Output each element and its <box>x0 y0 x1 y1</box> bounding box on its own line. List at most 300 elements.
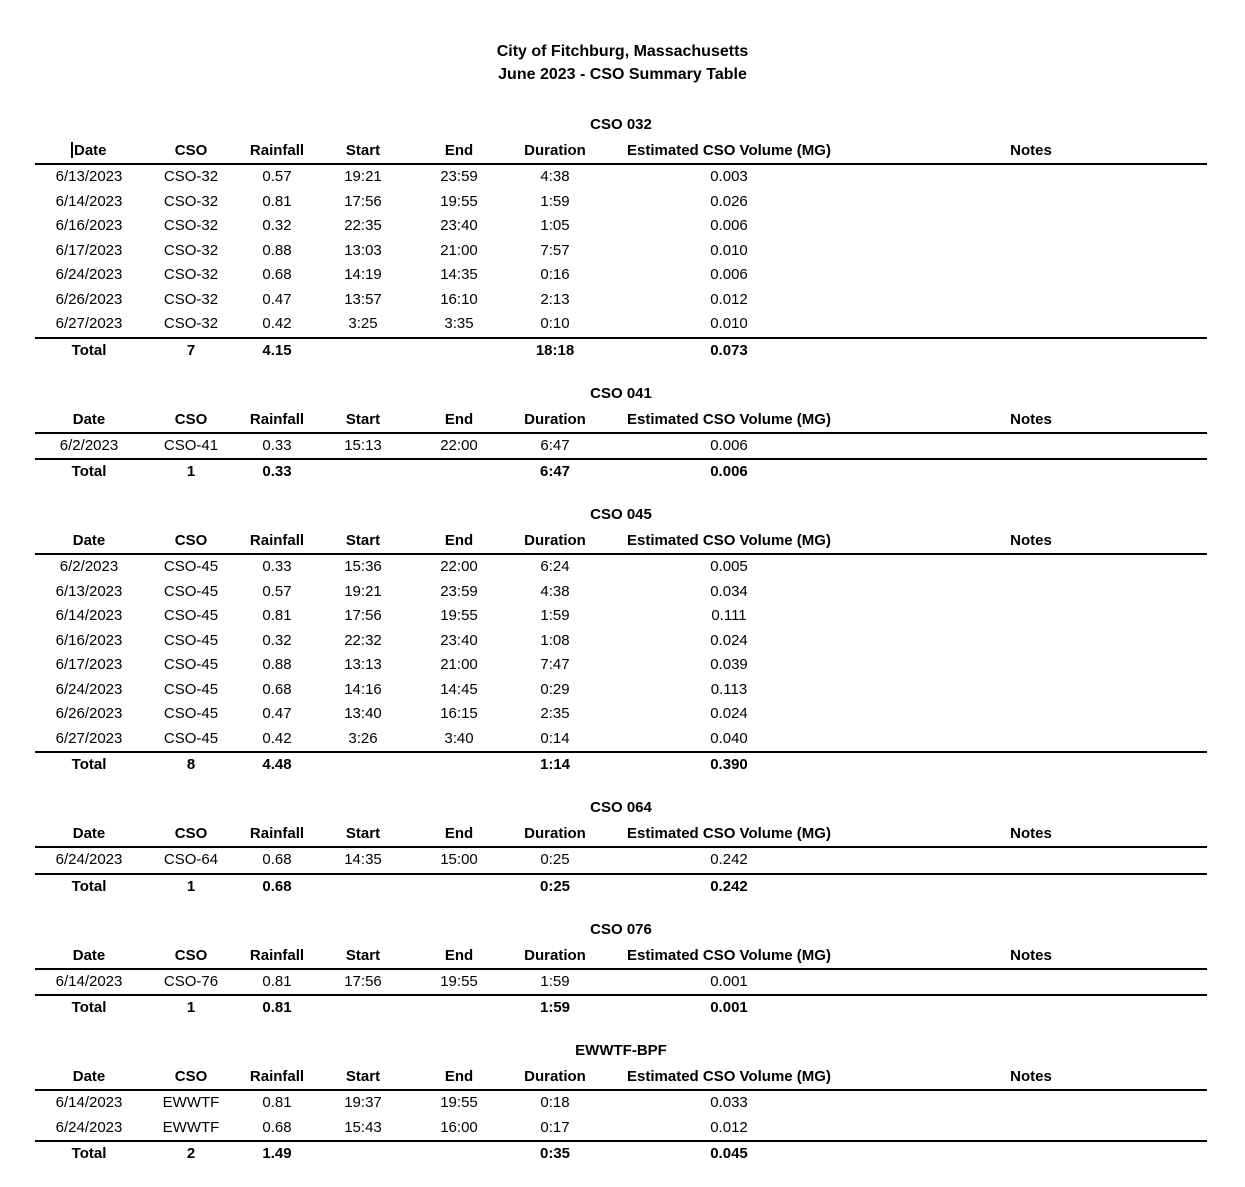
column-header-end <box>411 529 507 554</box>
cell-start: 15:36 <box>344 558 382 575</box>
cell-start: 13:40 <box>344 705 382 722</box>
total-cell-label: Total <box>35 338 143 363</box>
column-header-cso <box>143 1065 239 1090</box>
total-row <box>35 874 1207 899</box>
cell-end: 23:40 <box>440 631 478 649</box>
cell-start: 19:37 <box>344 1094 382 1111</box>
column-header-cso <box>143 139 239 164</box>
column-header-label: Start <box>345 410 381 428</box>
column-header-notes <box>855 1065 1207 1090</box>
column-header-label: Rainfall <box>249 532 305 549</box>
total-cell-label: Total <box>35 752 143 777</box>
cell-cso: CSO-32 <box>163 315 219 332</box>
cell-cso: CSO-41 <box>163 436 219 454</box>
column-header-date <box>35 1065 143 1090</box>
column-header-notes <box>855 139 1207 164</box>
total-cell-volume: 0.045 <box>603 1141 855 1166</box>
cell-volume: 0.006 <box>710 266 748 283</box>
cso-section <box>35 112 1207 363</box>
header-row <box>35 822 1207 847</box>
total-cell-count: 8 <box>143 752 239 777</box>
column-header-label: Estimated CSO Volume (MG) <box>627 142 831 159</box>
cso-table <box>35 944 1207 1021</box>
cell-date: 6/14/2023 <box>55 1094 123 1111</box>
cell-rainfall: 0.57 <box>262 582 292 600</box>
column-header-label: Date <box>72 825 106 842</box>
cell-notes <box>855 629 1207 654</box>
cell-rainfall: 0.42 <box>262 729 292 747</box>
table-row <box>35 969 1207 996</box>
total-cell-volume: 0.006 <box>603 459 855 484</box>
column-header-label: End <box>444 946 474 964</box>
cso-table <box>35 529 1207 777</box>
column-header-end <box>411 822 507 847</box>
cell-duration: 0:29 <box>540 680 570 698</box>
column-header-label: Date <box>72 946 106 964</box>
cell-volume: 0.001 <box>710 972 748 990</box>
column-header-start <box>315 822 411 847</box>
cell-notes <box>855 263 1207 288</box>
cell-rainfall: 0.81 <box>262 192 292 210</box>
total-cell-end <box>411 752 507 777</box>
column-header-label: Date <box>73 142 107 159</box>
column-header-duration <box>507 944 603 969</box>
cell-volume: 0.010 <box>710 315 748 332</box>
cell-duration: 6:24 <box>540 558 570 575</box>
cell-date: 6/14/2023 <box>55 607 123 624</box>
column-header-end <box>411 1065 507 1090</box>
total-cell-duration: 1:59 <box>507 995 603 1020</box>
cell-cso: CSO-76 <box>163 972 219 990</box>
cell-end: 21:00 <box>440 241 478 259</box>
total-cell-duration: 1:14 <box>507 752 603 777</box>
table-row <box>35 604 1207 629</box>
column-header-rainfall <box>239 944 315 969</box>
column-header-duration <box>507 822 603 847</box>
column-header-end <box>411 408 507 433</box>
column-header-volume <box>603 529 855 554</box>
column-header-start <box>315 1065 411 1090</box>
cell-start: 19:21 <box>344 582 382 600</box>
total-cell-notes <box>855 874 1207 899</box>
document-subtitle: June 2023 - CSO Summary Table <box>498 66 747 83</box>
total-cell-duration: 0:35 <box>507 1141 603 1166</box>
column-header-label: CSO <box>174 1068 208 1085</box>
cell-cso: EWWTF <box>162 1118 220 1136</box>
section-title: EWWTF-BPF <box>575 1042 667 1059</box>
column-header-cso <box>143 944 239 969</box>
total-cell-label: Total <box>35 874 143 899</box>
cell-cso: EWWTF <box>162 1094 220 1111</box>
total-row <box>35 1141 1207 1166</box>
cell-cso: CSO-32 <box>163 217 219 234</box>
column-header-label: Notes <box>1010 532 1052 549</box>
cso-section <box>35 1038 1207 1166</box>
cell-notes <box>855 214 1207 239</box>
total-cell-rainfall: 4.15 <box>239 338 315 363</box>
column-header-notes <box>855 529 1207 554</box>
column-header-start <box>315 139 411 164</box>
cell-duration: 7:57 <box>540 241 570 259</box>
column-header-label: Date <box>72 410 106 428</box>
cell-rainfall: 0.33 <box>262 436 292 454</box>
cell-date: 6/26/2023 <box>55 705 123 722</box>
cell-volume: 0.242 <box>710 851 748 868</box>
cell-cso: CSO-45 <box>163 607 219 624</box>
cell-end: 3:40 <box>444 729 474 747</box>
column-header-label: Estimated CSO Volume (MG) <box>627 825 831 842</box>
cell-date: 6/17/2023 <box>55 241 123 259</box>
table-row <box>35 1090 1207 1116</box>
total-cell-notes <box>855 459 1207 484</box>
total-cell-start <box>315 338 411 363</box>
cell-volume: 0.026 <box>710 192 748 210</box>
column-header-label: Estimated CSO Volume (MG) <box>627 946 831 964</box>
cell-date: 6/24/2023 <box>55 1118 123 1136</box>
cell-start: 22:32 <box>344 631 382 649</box>
cell-cso: CSO-45 <box>163 558 219 575</box>
table-row <box>35 190 1207 215</box>
column-header-label: Rainfall <box>249 410 305 428</box>
column-header-label: CSO <box>174 532 208 549</box>
total-cell-rainfall: 0.68 <box>239 874 315 899</box>
column-header-label: CSO <box>174 410 208 428</box>
total-cell-duration: 0:25 <box>507 874 603 899</box>
cell-end: 23:59 <box>440 168 478 185</box>
table-row <box>35 580 1207 605</box>
cell-date: 6/2/2023 <box>59 558 119 575</box>
cell-notes <box>855 1090 1207 1116</box>
table-row <box>35 288 1207 313</box>
cell-date: 6/24/2023 <box>55 680 123 698</box>
table-row <box>35 1116 1207 1142</box>
cell-duration: 0:10 <box>540 315 570 332</box>
cell-notes <box>855 239 1207 264</box>
column-header-end <box>411 944 507 969</box>
column-header-duration <box>507 408 603 433</box>
cell-rainfall: 0.32 <box>262 631 292 649</box>
cell-date: 6/14/2023 <box>55 972 123 990</box>
total-row <box>35 459 1207 484</box>
cell-notes <box>855 433 1207 460</box>
cell-volume: 0.111 <box>711 607 747 624</box>
column-header-rainfall <box>239 1065 315 1090</box>
column-header-label: Rainfall <box>249 142 305 159</box>
column-header-volume <box>603 822 855 847</box>
cell-rainfall: 0.81 <box>262 972 292 990</box>
cell-rainfall: 0.81 <box>262 607 292 624</box>
column-header-label: Notes <box>1010 142 1052 159</box>
cell-end: 16:10 <box>440 290 478 308</box>
column-header-start <box>315 944 411 969</box>
cell-duration: 6:47 <box>540 436 570 454</box>
column-header-label: Start <box>345 532 381 549</box>
table-row <box>35 702 1207 727</box>
cell-cso: CSO-45 <box>163 582 219 600</box>
total-cell-start <box>315 752 411 777</box>
total-row <box>35 995 1207 1020</box>
cell-end: 22:00 <box>440 558 478 575</box>
cell-start: 17:56 <box>344 192 382 210</box>
cell-start: 15:13 <box>344 436 382 454</box>
column-header-label: End <box>444 532 474 549</box>
cell-duration: 0:16 <box>540 266 570 283</box>
total-cell-start <box>315 874 411 899</box>
cell-cso: CSO-45 <box>163 729 219 747</box>
column-header-label: Date <box>72 1068 106 1085</box>
cell-cso: CSO-45 <box>163 680 219 698</box>
cell-end: 19:55 <box>440 607 478 624</box>
cell-notes <box>855 653 1207 678</box>
table-row <box>35 629 1207 654</box>
cso-table <box>35 822 1207 899</box>
cell-volume: 0.006 <box>710 217 748 234</box>
total-row <box>35 338 1207 363</box>
column-header-label: Start <box>345 825 381 842</box>
cell-date: 6/24/2023 <box>55 851 123 868</box>
cell-end: 19:55 <box>440 192 478 210</box>
cso-table <box>35 408 1207 485</box>
table-row <box>35 239 1207 264</box>
total-cell-end <box>411 338 507 363</box>
cell-end: 16:15 <box>440 705 478 722</box>
cell-cso: CSO-32 <box>163 192 219 210</box>
column-header-rainfall <box>239 529 315 554</box>
cell-volume: 0.012 <box>710 1118 748 1136</box>
total-cell-label: Total <box>35 1141 143 1166</box>
cell-rainfall: 0.68 <box>262 266 292 283</box>
cell-notes <box>855 702 1207 727</box>
cell-notes <box>855 604 1207 629</box>
cell-notes <box>855 727 1207 753</box>
cell-volume: 0.005 <box>710 558 748 575</box>
column-header-label: Rainfall <box>249 946 305 964</box>
total-cell-duration: 6:47 <box>507 459 603 484</box>
cell-end: 21:00 <box>440 656 478 673</box>
cell-start: 22:35 <box>344 217 382 234</box>
total-cell-count: 1 <box>143 995 239 1020</box>
cell-duration: 1:59 <box>540 972 570 990</box>
column-header-label: Start <box>345 946 381 964</box>
column-header-label: Notes <box>1010 946 1052 964</box>
column-header-duration <box>507 529 603 554</box>
cell-duration: 2:13 <box>540 290 570 308</box>
cell-volume: 0.033 <box>710 1094 748 1111</box>
cell-end: 19:55 <box>440 972 478 990</box>
cell-cso: CSO-45 <box>163 631 219 649</box>
cell-notes <box>855 969 1207 996</box>
cell-date: 6/26/2023 <box>55 290 123 308</box>
total-cell-end <box>411 459 507 484</box>
total-cell-notes <box>855 1141 1207 1166</box>
column-header-cso <box>143 408 239 433</box>
column-header-label: Notes <box>1010 1068 1052 1085</box>
total-cell-rainfall: 0.33 <box>239 459 315 484</box>
text-cursor <box>71 142 73 158</box>
cell-cso: CSO-45 <box>163 656 219 673</box>
column-header-date <box>35 944 143 969</box>
total-cell-rainfall: 0.81 <box>239 995 315 1020</box>
total-cell-rainfall: 4.48 <box>239 752 315 777</box>
cell-cso: CSO-32 <box>163 241 219 259</box>
table-row <box>35 847 1207 874</box>
column-header-notes <box>855 944 1207 969</box>
total-cell-count: 7 <box>143 338 239 363</box>
cell-duration: 1:59 <box>540 607 570 624</box>
total-cell-duration: 18:18 <box>507 338 603 363</box>
cell-cso: CSO-45 <box>163 705 219 722</box>
section-title: CSO 032 <box>590 116 652 133</box>
cell-volume: 0.012 <box>710 290 748 308</box>
section-title: CSO 064 <box>590 799 652 816</box>
total-cell-volume: 0.073 <box>603 338 855 363</box>
cell-duration: 0:17 <box>540 1118 570 1136</box>
column-header-label: Notes <box>1010 825 1052 842</box>
cell-end: 23:40 <box>440 217 478 234</box>
cell-cso: CSO-64 <box>163 851 219 868</box>
section-title: CSO 041 <box>590 384 652 402</box>
table-row <box>35 214 1207 239</box>
total-cell-end <box>411 1141 507 1166</box>
cell-rainfall: 0.68 <box>262 680 292 698</box>
column-header-label: Duration <box>524 142 586 159</box>
header-row <box>35 944 1207 969</box>
cell-start: 3:26 <box>348 729 378 747</box>
column-header-volume <box>603 1065 855 1090</box>
cell-date: 6/16/2023 <box>55 631 123 649</box>
header-row <box>35 1065 1207 1090</box>
column-header-date <box>35 408 143 433</box>
cell-start: 19:21 <box>344 168 382 185</box>
cell-rainfall: 0.32 <box>262 217 292 234</box>
cell-date: 6/13/2023 <box>55 168 123 185</box>
cell-start: 17:56 <box>344 607 382 624</box>
table-row <box>35 312 1207 338</box>
column-header-label: End <box>444 142 474 159</box>
total-cell-volume: 0.242 <box>603 874 855 899</box>
cell-rainfall: 0.47 <box>262 705 292 722</box>
table-row <box>35 653 1207 678</box>
column-header-label: Rainfall <box>249 825 305 842</box>
table-row <box>35 433 1207 460</box>
cso-table <box>35 1065 1207 1166</box>
column-header-notes <box>855 822 1207 847</box>
cell-date: 6/13/2023 <box>55 582 123 600</box>
cell-end: 15:00 <box>440 851 478 868</box>
column-header-label: CSO <box>174 946 208 964</box>
column-header-notes <box>855 408 1207 433</box>
header-row <box>35 529 1207 554</box>
column-header-label: Rainfall <box>249 1068 305 1085</box>
cell-volume: 0.024 <box>710 705 748 722</box>
column-header-duration <box>507 1065 603 1090</box>
total-cell-end <box>411 995 507 1020</box>
cell-end: 3:35 <box>444 315 474 332</box>
total-cell-notes <box>855 338 1207 363</box>
cell-volume: 0.006 <box>710 436 748 454</box>
column-header-end <box>411 139 507 164</box>
column-header-volume <box>603 408 855 433</box>
cell-end: 23:59 <box>440 582 478 600</box>
cell-volume: 0.039 <box>710 656 748 673</box>
cell-notes <box>855 1116 1207 1142</box>
cso-section <box>35 502 1207 777</box>
column-header-label: Notes <box>1010 410 1052 428</box>
document-header <box>0 0 1245 86</box>
cell-end: 19:55 <box>440 1094 478 1111</box>
cell-duration: 4:38 <box>540 582 570 600</box>
cell-date: 6/17/2023 <box>55 656 123 673</box>
total-cell-volume: 0.390 <box>603 752 855 777</box>
cell-volume: 0.034 <box>710 582 748 600</box>
column-header-label: Start <box>345 1068 381 1085</box>
document-title: City of Fitchburg, Massachusetts <box>496 43 749 60</box>
section-title: CSO 076 <box>590 920 652 938</box>
total-cell-count: 1 <box>143 459 239 484</box>
cell-notes <box>855 554 1207 580</box>
cell-notes <box>855 312 1207 338</box>
column-header-duration <box>507 139 603 164</box>
cell-date: 6/14/2023 <box>55 192 123 210</box>
cell-duration: 1:08 <box>540 631 570 649</box>
cso-table <box>35 139 1207 363</box>
column-header-label: Estimated CSO Volume (MG) <box>627 532 831 549</box>
column-header-label: Estimated CSO Volume (MG) <box>627 410 831 428</box>
cell-start: 3:25 <box>348 315 378 332</box>
column-header-cso <box>143 822 239 847</box>
cell-rainfall: 0.68 <box>262 851 292 868</box>
column-header-label: Estimated CSO Volume (MG) <box>627 1068 831 1085</box>
cell-duration: 0:25 <box>540 851 570 868</box>
header-row <box>35 408 1207 433</box>
cell-date: 6/27/2023 <box>55 315 123 332</box>
column-header-label: Duration <box>524 410 586 428</box>
total-cell-label: Total <box>35 459 143 484</box>
cell-end: 22:00 <box>440 436 478 454</box>
column-header-label: Duration <box>524 946 586 964</box>
cell-start: 17:56 <box>344 972 382 990</box>
cell-duration: 0:18 <box>540 1094 570 1111</box>
cell-cso: CSO-32 <box>163 290 219 308</box>
column-header-start <box>315 529 411 554</box>
cell-start: 13:57 <box>344 290 382 308</box>
column-header-label: End <box>444 410 474 428</box>
column-header-rainfall <box>239 822 315 847</box>
cell-duration: 0:14 <box>540 729 570 747</box>
column-header-date <box>35 529 143 554</box>
cell-start: 14:16 <box>344 680 382 698</box>
total-cell-rainfall: 1.49 <box>239 1141 315 1166</box>
column-header-label: Duration <box>524 825 586 842</box>
cell-rainfall: 0.42 <box>262 315 292 332</box>
total-cell-label: Total <box>35 995 143 1020</box>
cell-duration: 1:05 <box>540 217 570 234</box>
cell-notes <box>855 288 1207 313</box>
cell-rainfall: 0.81 <box>262 1094 292 1111</box>
cell-duration: 7:47 <box>540 656 570 673</box>
column-header-cso <box>143 529 239 554</box>
column-header-volume <box>603 944 855 969</box>
cell-notes <box>855 678 1207 703</box>
cell-date: 6/27/2023 <box>55 729 123 747</box>
table-row <box>35 164 1207 190</box>
total-cell-notes <box>855 995 1207 1020</box>
cell-start: 14:19 <box>344 266 382 283</box>
column-header-date <box>35 822 143 847</box>
cell-duration: 1:59 <box>540 192 570 210</box>
cell-start: 15:43 <box>344 1118 382 1136</box>
cell-rainfall: 0.88 <box>262 241 292 259</box>
